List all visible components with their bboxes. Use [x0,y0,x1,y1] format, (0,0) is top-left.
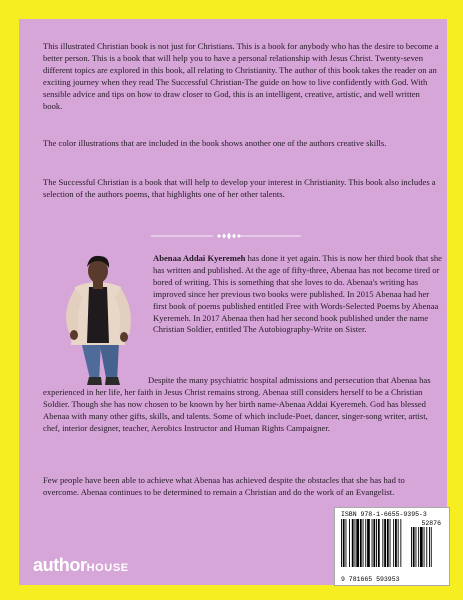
author-bio-paragraph-2-text: Despite the many psychiatric hospital admissions and persecution that Abenaa has experienced in her life, her faith in Jesus Christ remains strong. Abenaa still considers herself to be a Christian Soldier. Though she has now chosen to be known by her birth name-Abenaa Addai Kyeremeh. God has blessed Abenaa with many other gifts, skills, and talents. Some of which include-Poet, dancer, singer-song writer, artist, chef, interior designer, teacher, Aerobics Instructor and Human Rights Campaigner. [43,375,431,433]
author-bio-paragraph-1 [153,253,443,336]
author-bio-text: has done it yet again. This is now her third book that she has written and published. At the age of fifty-three, Abenaa has not become tired or bored of writing. This is something that she loves to do. Abenaa's writing has improved since her previous two books were published. In 2015 Abenaa had her first book of poems published entitled Free with Words-Selected Poems by Abenaa Kyeremeh. In 2017 Abenaa then had her second book published under the name Christian Soldier, entitled The Autobiography-Write on Sister. [153,253,442,335]
author-name: Abenaa Addai Kyeremeh [153,253,246,263]
publisher-logo-part2: HOUSE [86,562,129,574]
description-paragraph-3: The Successful Christian is a book that will help to develop your interest in Christianity. This book also includes a selection of the authors poems, that highlights one of her other talents. [43,177,436,199]
publisher-logo [33,555,129,576]
closing-paragraph: Few people have been able to achieve what Abenaa has achieved despite the obstacles that she has had to overcome. Abenaa continues to be determined to remain a Christian and do the work of an Evangelist. [43,475,405,497]
publisher-logo-part1: author [33,555,87,575]
author-photo [51,255,146,385]
back-cover [19,19,447,585]
price-code: 52876 [421,520,441,527]
isbn-barcode [334,507,450,586]
ornament-divider [151,232,301,240]
barcode-icon [341,519,445,574]
description-paragraph-1: This illustrated Christian book is not just for Christians. This is a book for anybody who has the desire to become a better person. This is a book that will help you to have a personal relationship with Jesus Christ. Twenty-seven different topics are explored in this book, all relating to Christianity. The author of this book takes the reader on an exciting journey when they read The Successful Christian-The guide on how to live confidently with God. With sensible advice and tips on how to draw closer to God, this is an intelligent, creative, artistic, and well written book. [43,41,439,111]
description-paragraph-2: The color illustrations that are included in the book shows another one of the authors creative skills. [43,138,387,148]
isbn-text: ISBN 978-1-6655-9395-3 [341,511,427,518]
barcode-number: 9 781665 593953 [341,576,400,583]
author-bio-paragraph-2 [43,375,441,435]
